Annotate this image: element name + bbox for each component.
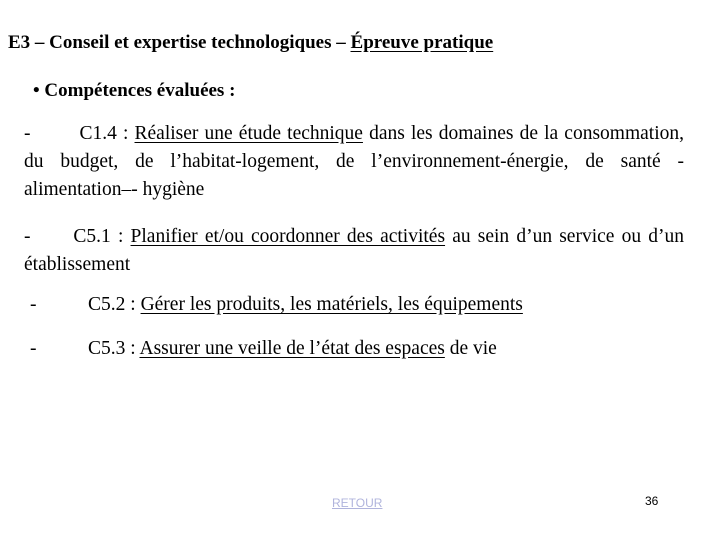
c53-underlined: Assurer une veille de l’état des espaces <box>139 338 445 359</box>
c51-dash: - <box>24 226 31 247</box>
competence-c53 <box>30 338 497 360</box>
slide-title <box>8 32 493 54</box>
competence-c51 <box>24 223 684 279</box>
competence-c14 <box>24 120 684 204</box>
c52-dash: - <box>30 294 37 315</box>
c53-rest: de vie <box>444 338 497 359</box>
c14-code: C1.4 : <box>79 123 135 144</box>
c53-dash: - <box>30 338 37 359</box>
c14-underlined: Réaliser une étude technique <box>134 123 363 144</box>
title-underlined: Épreuve pratique <box>350 32 494 53</box>
c53-code: C5.3 : <box>88 338 140 359</box>
competence-c52 <box>30 294 523 316</box>
section-heading: • Compétences évaluées : <box>33 80 236 101</box>
c52-underlined: Gérer les produits, les matériels, les équipements <box>140 294 523 315</box>
title-prefix: E3 – Conseil et expertise technologiques – <box>8 32 351 53</box>
c51-code: C5.1 : <box>73 226 131 247</box>
c51-underlined: Planifier et/ou coordonner des activités <box>130 226 446 247</box>
c14-rest: dans les domaines de la consommation, du budget, de l’habitat-logement, de l’environnement-énergie, de santé -alimentation–- hygiène <box>24 123 684 200</box>
c51-rest: au sein d’un service ou d’un établissement <box>24 226 684 275</box>
c52-code: C5.2 : <box>88 294 141 315</box>
retour-link[interactable]: RETOUR <box>332 496 383 510</box>
page-number: 36 <box>645 494 659 508</box>
c14-dash: - <box>24 123 31 144</box>
